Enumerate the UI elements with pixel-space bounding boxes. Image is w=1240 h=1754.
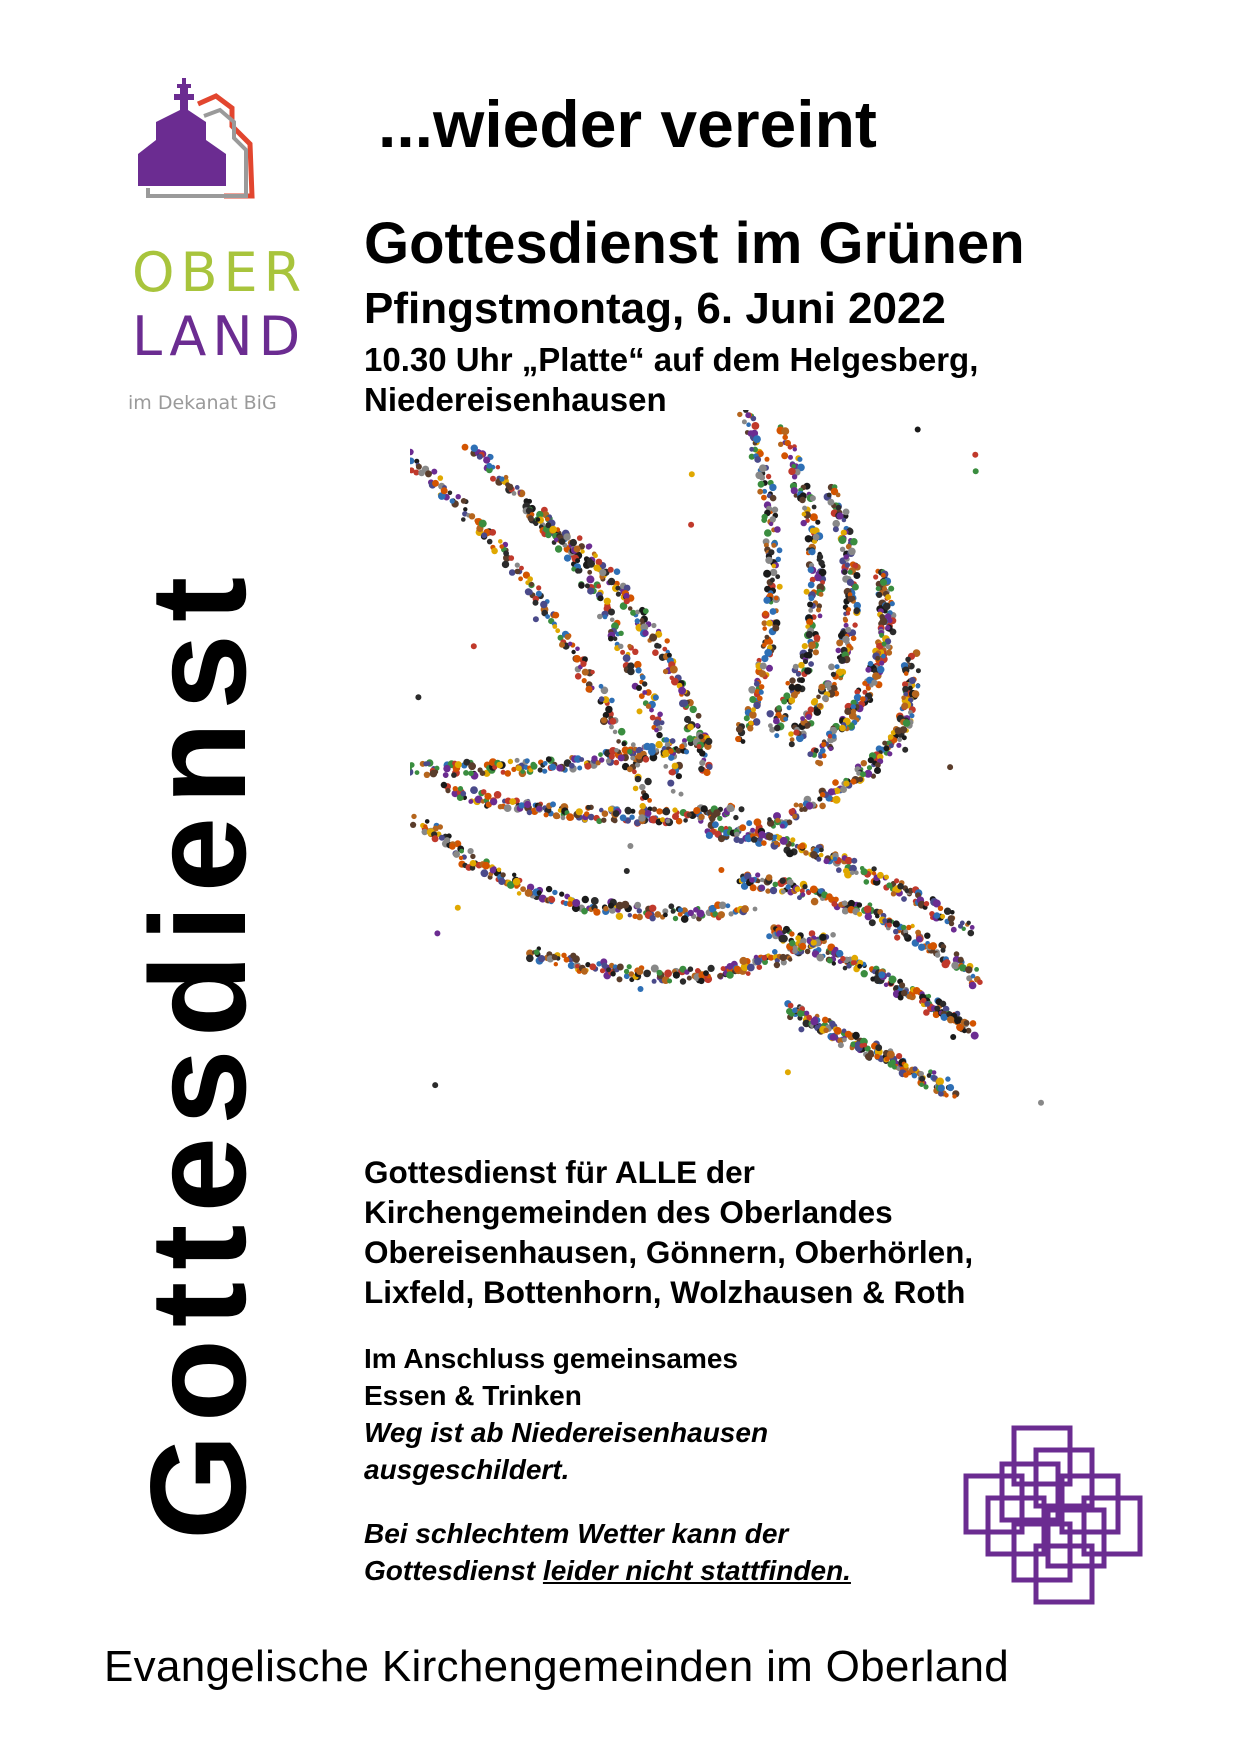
time-place-line: Niedereisenhausen — [364, 381, 667, 418]
audience-block — [364, 1152, 973, 1312]
dove-illustration — [410, 410, 1130, 1170]
logo-subline: im Dekanat BiG — [128, 392, 277, 414]
motto: ...wieder vereint — [378, 87, 877, 161]
weather-cancel-note: leider nicht stattfinden. — [542, 1555, 851, 1586]
afterwards-line: Im Anschluss gemeinsames — [364, 1343, 739, 1374]
time-place-line: 10.30 Uhr „Platte“ auf dem Helgesberg, — [364, 341, 979, 378]
event-time-place — [364, 340, 978, 420]
audience-line: Gottesdienst für ALLE der — [364, 1154, 755, 1190]
side-title: Gottesdienst — [122, 564, 274, 1540]
church-icon — [128, 78, 298, 238]
afterwards-line: Essen & Trinken — [364, 1380, 582, 1411]
interlocked-squares-cross-icon — [962, 1424, 1144, 1606]
audience-line: Lixfeld, Bottenhorn, Wolzhausen & Roth — [364, 1274, 966, 1310]
logo-word-top: OBER — [132, 241, 308, 304]
event-headline: Gottesdienst im Grünen — [364, 211, 1025, 276]
audience-line: Obereisenhausen, Gönnern, Oberhörlen, — [364, 1234, 974, 1270]
weather-line: Bei schlechtem Wetter kann der — [364, 1518, 789, 1549]
event-date: Pfingstmontag, 6. Juni 2022 — [364, 284, 946, 333]
route-line: Weg ist ab Niedereisenhausen — [364, 1417, 769, 1448]
dove-of-people-icon — [410, 410, 1130, 1170]
footer-organisation: Evangelische Kirchengemeinden im Oberland — [104, 1642, 1010, 1691]
route-line: ausgeschildert. — [364, 1454, 570, 1485]
audience-line: Kirchengemeinden des Oberlandes — [364, 1194, 893, 1230]
oberland-logo — [128, 78, 308, 418]
weather-line — [364, 1552, 851, 1589]
logo-word-bottom: LAND — [132, 305, 307, 368]
notes-block — [364, 1340, 851, 1589]
weather-prefix: Gottesdienst — [364, 1555, 543, 1586]
